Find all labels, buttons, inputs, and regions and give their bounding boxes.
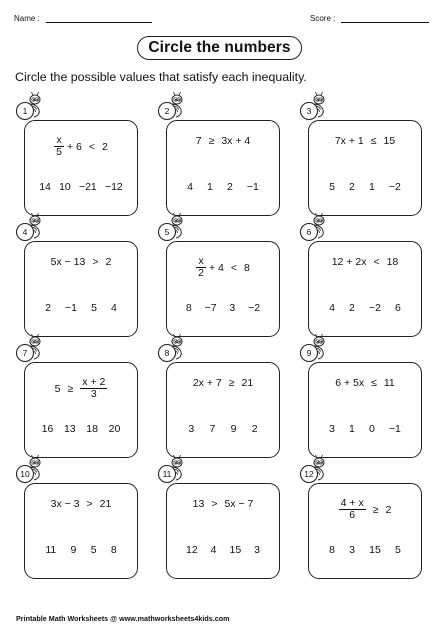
inequality <box>25 135 137 158</box>
answer-choice[interactable]: 1 <box>368 181 375 193</box>
name-field[interactable] <box>14 13 152 23</box>
answer-choice[interactable]: −2 <box>368 302 381 314</box>
answer-choices <box>309 544 421 556</box>
problem-number: 5 <box>164 227 170 237</box>
fraction <box>196 256 206 279</box>
inequality-rhs: 15 <box>383 135 396 147</box>
snail-number-badge <box>298 457 326 481</box>
fraction-numerator: x <box>198 255 204 267</box>
problem-card <box>308 483 422 579</box>
answer-choice[interactable]: 4 <box>187 181 193 193</box>
problem-card <box>166 362 280 458</box>
inequality-operator: < <box>230 261 238 274</box>
inequality-rhs: 21 <box>99 498 112 510</box>
inequality-rhs: 21 <box>241 377 254 389</box>
inequality-lhs-tail: + 6 <box>66 140 82 153</box>
problem-number: 10 <box>20 469 30 479</box>
answer-choice[interactable]: 5 <box>91 302 97 314</box>
inequality <box>309 135 421 147</box>
answer-choice[interactable]: 18 <box>86 423 98 435</box>
inequality-rhs: 5x − 7 <box>224 498 254 510</box>
inequality-operator: > <box>92 256 99 268</box>
fraction <box>80 377 107 400</box>
answer-choice[interactable]: 8 <box>329 544 335 556</box>
answer-choice[interactable]: 2 <box>45 302 51 314</box>
snail-number-badge <box>14 215 42 239</box>
answer-choice[interactable]: −1 <box>65 302 78 314</box>
answer-choice[interactable]: 5 <box>329 181 335 193</box>
inequality-operator: ≥ <box>228 377 235 389</box>
answer-choices <box>309 302 421 314</box>
inequality-lhs: 12 + 2x <box>331 256 367 268</box>
title-text: Circle the numbers <box>148 39 291 56</box>
inequality <box>167 498 279 510</box>
answer-choice[interactable]: −7 <box>204 302 217 314</box>
problem-number: 8 <box>164 348 170 358</box>
snail-number-badge <box>298 336 326 360</box>
answer-choice[interactable]: −1 <box>388 423 401 435</box>
fraction-denominator: 3 <box>90 388 97 401</box>
snail-number-badge <box>14 94 42 118</box>
answer-choice[interactable]: −21 <box>78 181 97 193</box>
answer-choice[interactable]: −12 <box>104 181 123 193</box>
answer-choice[interactable]: 2 <box>251 423 258 435</box>
answer-choices <box>167 181 279 193</box>
inequality-rhs: 2 <box>385 503 392 516</box>
inequality <box>25 256 137 268</box>
inequality <box>25 377 137 400</box>
problem-card <box>24 483 138 579</box>
inequality <box>309 256 421 268</box>
inequality-rhs: 18 <box>386 256 399 268</box>
inequality <box>309 377 421 389</box>
snail-number-badge <box>14 336 42 360</box>
inequality <box>167 256 279 279</box>
answer-choice[interactable]: 5 <box>395 544 401 556</box>
answer-choice[interactable]: 15 <box>229 544 242 556</box>
snail-number-badge <box>298 215 326 239</box>
footer-credit: Printable Math Worksheets @ www.mathworksheets4kids.com <box>16 614 230 623</box>
inequality-rhs: 11 <box>383 377 395 389</box>
answer-choice[interactable]: 8 <box>185 302 192 314</box>
answer-choice[interactable]: 14 <box>39 181 51 193</box>
snail-number-badge <box>156 457 184 481</box>
answer-choice[interactable]: 1 <box>349 423 355 435</box>
inequality-operator: ≤ <box>371 377 377 389</box>
inequality-lhs: 6 + 5x <box>335 377 365 389</box>
problem-card <box>166 120 280 216</box>
answer-choice[interactable]: 5 <box>90 544 97 556</box>
answer-choice[interactable]: 4 <box>111 302 117 314</box>
fraction-denominator: 6 <box>349 509 356 522</box>
fraction-numerator: 4 + x <box>340 497 364 509</box>
answer-choice[interactable]: 3 <box>188 423 195 435</box>
inequality-operator: ≤ <box>370 135 377 147</box>
name-label: Name : <box>14 14 40 23</box>
problem-card <box>308 120 422 216</box>
inequality-lhs: 5x − 13 <box>50 256 86 268</box>
name-line[interactable] <box>46 13 152 23</box>
answer-choices <box>309 423 421 435</box>
inequality-rhs: 3x + 4 <box>221 135 251 147</box>
problem-card <box>166 241 280 337</box>
inequality-operator: ≥ <box>67 382 74 395</box>
fraction <box>339 498 366 521</box>
answer-choice[interactable]: 3 <box>329 423 335 435</box>
problem-number: 1 <box>22 106 28 116</box>
problem-card <box>24 241 138 337</box>
inequality-operator: < <box>373 256 380 268</box>
snail-number-badge <box>156 94 184 118</box>
answer-choice[interactable]: 2 <box>349 181 355 193</box>
inequality-lhs: 13 <box>192 498 205 510</box>
inequality-rhs: 8 <box>244 261 250 274</box>
snail-number-badge <box>298 94 326 118</box>
answer-choice[interactable]: 15 <box>369 544 381 556</box>
answer-choice[interactable]: 4 <box>210 544 217 556</box>
worksheet-title <box>137 36 302 60</box>
problem-number: 9 <box>306 348 312 358</box>
answer-choice[interactable]: 2 <box>349 302 355 314</box>
snail-number-badge <box>156 215 184 239</box>
problem-card <box>24 362 138 458</box>
inequality-lhs: 7x + 1 <box>334 135 364 147</box>
inequality-lhs-tail: + 4 <box>208 261 224 274</box>
inequality-operator: > <box>211 498 218 510</box>
score-field[interactable] <box>310 13 429 23</box>
fraction <box>54 135 64 158</box>
answer-choice[interactable]: 20 <box>108 423 121 435</box>
answer-choice[interactable]: 16 <box>41 423 54 435</box>
answer-choice[interactable]: 13 <box>63 423 76 435</box>
snail-number-badge <box>14 457 42 481</box>
problem-card <box>24 120 138 216</box>
score-label: Score : <box>310 14 336 23</box>
inequality <box>167 377 279 389</box>
fraction-numerator: x + 2 <box>82 376 106 388</box>
answer-choice[interactable]: 3 <box>254 544 260 556</box>
inequality-rhs: 2 <box>105 256 112 268</box>
answer-choice[interactable]: 10 <box>59 181 71 193</box>
inequality <box>167 135 279 147</box>
answer-choice[interactable]: 11 <box>45 544 57 556</box>
problem-number: 3 <box>306 106 312 116</box>
answer-choice[interactable]: 3 <box>349 544 355 556</box>
answer-choice[interactable]: 9 <box>230 423 237 435</box>
answer-choice[interactable]: 2 <box>226 181 233 193</box>
answer-choice[interactable]: 0 <box>368 423 375 435</box>
answer-choices <box>25 181 137 193</box>
problem-card <box>308 241 422 337</box>
inequality-lhs: 5 <box>54 382 61 395</box>
inequality-operator: < <box>88 140 96 153</box>
answer-choice[interactable]: −1 <box>246 181 259 193</box>
answer-choice[interactable]: 8 <box>110 544 117 556</box>
instruction-text: Circle the possible values that satisfy each inequality. <box>15 70 307 84</box>
inequality <box>25 498 137 510</box>
snail-number-badge <box>156 336 184 360</box>
answer-choice[interactable]: 3 <box>229 302 236 314</box>
answer-choice[interactable]: −2 <box>388 181 401 193</box>
problem-number: 7 <box>22 348 28 358</box>
answer-choices <box>25 544 137 556</box>
answer-choice[interactable]: 6 <box>395 302 401 314</box>
problem-number: 2 <box>164 106 170 116</box>
fraction-denominator: 5 <box>56 146 62 159</box>
score-line[interactable] <box>341 13 429 23</box>
answer-choice[interactable]: −2 <box>248 302 261 314</box>
answer-choice[interactable]: 7 <box>209 423 216 435</box>
inequality-rhs: 2 <box>102 140 108 153</box>
problem-number: 11 <box>162 469 172 479</box>
answer-choices <box>167 544 279 556</box>
inequality-operator: > <box>86 498 93 510</box>
problem-card <box>166 483 280 579</box>
inequality-lhs: 2x + 7 <box>192 377 222 389</box>
answer-choices <box>167 302 279 314</box>
answer-choices <box>25 302 137 314</box>
answer-choices <box>309 181 421 193</box>
answer-choice[interactable]: 1 <box>207 181 213 193</box>
answer-choices <box>25 423 137 435</box>
answer-choice[interactable]: 12 <box>185 544 198 556</box>
problem-card <box>308 362 422 458</box>
problem-number: 12 <box>304 469 314 479</box>
fraction-numerator: x <box>56 134 62 146</box>
problem-number: 6 <box>306 227 312 237</box>
problem-number: 4 <box>22 227 28 237</box>
answer-choice[interactable]: 9 <box>70 544 77 556</box>
inequality-lhs: 7 <box>195 135 202 147</box>
inequality-operator: ≥ <box>372 503 379 516</box>
inequality-operator: ≥ <box>208 135 215 147</box>
inequality-lhs: 3x − 3 <box>50 498 80 510</box>
answer-choices <box>167 423 279 435</box>
fraction-denominator: 2 <box>198 267 204 280</box>
inequality <box>309 498 421 521</box>
answer-choice[interactable]: 4 <box>329 302 335 314</box>
